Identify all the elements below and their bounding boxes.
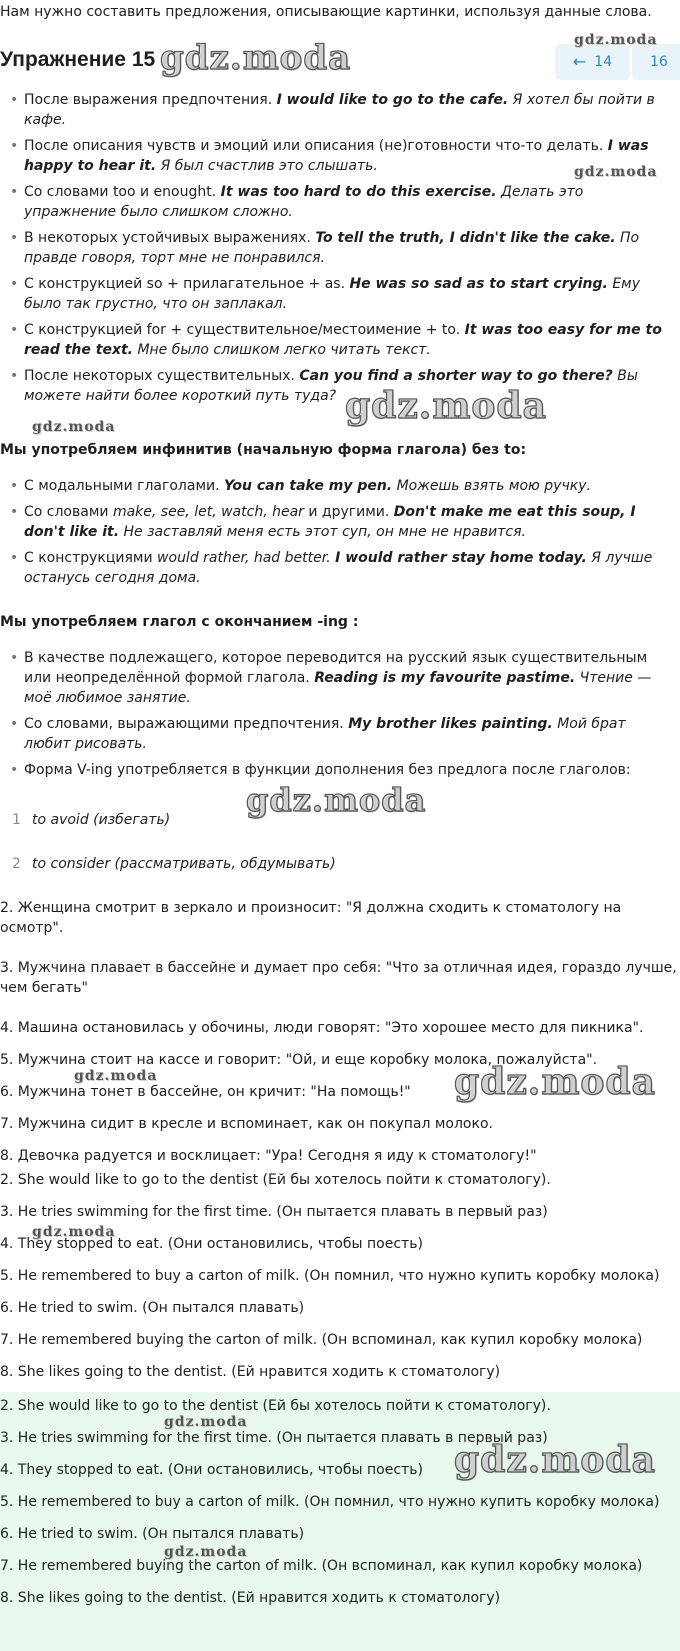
- page-title: Упражнение 15: [0, 48, 156, 71]
- next-exercise-label: 16: [650, 54, 668, 70]
- highlighted-answer-line: 3. He tries swimming for the first time. (Он пытается плавать в первый раз): [0, 1430, 548, 1446]
- answer-line: 6. He tried to swim. (Он пытался плавать): [0, 1300, 305, 1316]
- numbered-item: 2 to consider (рассматривать, обдумывать): [12, 856, 336, 872]
- watermark: gdz.moda: [32, 419, 116, 435]
- description-line: 8. Девочка радуется и восклицает: "Ура! Сегодня я иду к стоматологу!": [0, 1148, 537, 1164]
- watermark: gdz.moda: [246, 781, 427, 819]
- answer-line: 8. She likes going to the dentist. (Ей нравится ходить к стоматологу): [0, 1364, 501, 1380]
- list-item: • Со словами too и enought. It was too hard to do this exercise. Делать это упражнение было слишком сложно.: [0, 182, 676, 222]
- list-item: • В некоторых устойчивых выражениях. To tell the truth, I didn't like the cake. По правде говоря, торт мне не понравился.: [0, 228, 676, 268]
- description-line: 3. Мужчина плавает в бассейне и думает про себя: "Что за отличная идея, гораздо лучше, чем бегать": [0, 960, 677, 996]
- watermark: gdz.moda: [454, 1061, 656, 1103]
- answer-line: 7. He remembered buying the carton of milk. (Он вспоминал, как купил коробку молока): [0, 1332, 643, 1348]
- prev-exercise-label: 14: [594, 54, 613, 70]
- highlighted-answer-line: 8. She likes going to the dentist. (Ей нравится ходить к стоматологу): [0, 1590, 501, 1606]
- description-line: 4. Машина остановилась у обочины, люди говорят: "Это хорошее место для пикника".: [0, 1020, 644, 1036]
- list-item: • После некоторых существительных. Can you find a shorter way to go there? Вы можете найти более короткий путь туда?: [0, 366, 676, 406]
- section-heading-ing-form: Мы употребляем глагол с окончанием -ing :: [0, 614, 359, 630]
- description-line: 7. Мужчина сидит в кресле и вспоминает, как он покупал молоко.: [0, 1116, 493, 1132]
- list-item: • С конструкцией so + прилагательное + as. He was so sad as to start crying. Ему было так грустно, что он заплакал.: [0, 274, 676, 314]
- highlighted-answer-line: 5. He remembered to buy a carton of milk. (Он помнил, что нужно купить коробку молока): [0, 1494, 660, 1510]
- watermark: gdz.moda: [574, 32, 658, 48]
- description-line: 6. Мужчина тонет в бассейне, он кричит: "На помощь!": [0, 1084, 411, 1100]
- list-item: • С модальными глаголами. You can take my pen. Можешь взять мою ручку.: [0, 476, 676, 496]
- list-item: • После выражения предпочтения. I would like to go to the cafe. Я хотел бы пойти в кафе.: [0, 90, 676, 130]
- intro-text: Нам нужно составить предложения, описывающие картинки, используя данные слова.: [0, 4, 652, 20]
- watermark: gdz.moda: [32, 1224, 116, 1240]
- highlighted-answer-line: 2. She would like to go to the dentist (Ей бы хотелось пойти к стоматологу).: [0, 1398, 551, 1414]
- list-item: • Со словами, выражающими предпочтения. My brother likes painting. Мой брат любит рисовать.: [0, 714, 676, 754]
- arrow-left-icon: ←: [572, 52, 587, 71]
- highlighted-answer-line: 6. He tried to swim. (Он пытался плавать): [0, 1526, 305, 1542]
- description-line: 5. Мужчина стоит на кассе и говорит: "Ой, и еще коробку молока, пожалуйста".: [0, 1052, 598, 1068]
- highlighted-answer-line: 4. They stopped to eat. (Они остановились, чтобы поесть): [0, 1462, 423, 1478]
- watermark: gdz.moda: [164, 1414, 248, 1430]
- highlighted-answer-line: 7. He remembered buying the carton of milk. (Он вспоминал, как купил коробку молока): [0, 1558, 643, 1574]
- section-heading-bare-infinitive: Мы употребляем инфинитив (начальную форма глагола) без to:: [0, 442, 527, 458]
- list-item: • После описания чувств и эмоций или описания (не)готовности что-то делать. I was happy to hear it. Я был счастлив это слышать.: [0, 136, 676, 176]
- list-item: • С конструкцией for + существительное/местоимение + to. It was too easy for me to read the text. Мне было слишком легко читать текст.: [0, 320, 676, 360]
- answer-line: 3. He tries swimming for the first time. (Он пытается плавать в первый раз): [0, 1204, 548, 1220]
- list-item: • В качестве подлежащего, которое переводится на русский язык существительным или неопределённой формой глагола. Reading is my favourite pastime. Чтение — моё любимое занятие.: [0, 648, 676, 708]
- watermark: gdz.moda: [574, 164, 658, 180]
- watermark: gdz.moda: [454, 1439, 656, 1481]
- answer-line: 5. He remembered to buy a carton of milk. (Он помнил, что нужно купить коробку молока): [0, 1268, 660, 1284]
- list-item: • Со словами make, see, let, watch, hear и другими. Don't make me eat this soup, I don't like it. Не заставляй меня есть этот суп, он мне не нравится.: [0, 502, 676, 542]
- watermark: gdz.moda: [164, 1544, 248, 1560]
- list-item: • С конструкциями would rather, had better. I would rather stay home today. Я лучше останусь сегодня дома.: [0, 548, 676, 588]
- watermark: gdz.moda: [74, 1068, 158, 1084]
- answer-line: 2. She would like to go to the dentist (Ей бы хотелось пойти к стоматологу).: [0, 1172, 551, 1188]
- answer-line: 4. They stopped to eat. (Они остановились, чтобы поесть): [0, 1236, 423, 1252]
- bullet-list-infinitive-with-to: [0, 90, 676, 412]
- watermark: gdz.moda: [160, 38, 352, 78]
- list-item: • Форма V-ing употребляется в функции дополнения без предлога после глаголов:: [0, 760, 676, 780]
- bullet-list-ing-form: [0, 648, 676, 786]
- bullet-list-bare-infinitive: [0, 476, 676, 594]
- watermark: gdz.moda: [345, 385, 547, 427]
- numbered-item: 1 to avoid (избегать): [12, 812, 171, 828]
- description-line: 2. Женщина смотрит в зеркало и произносит: "Я должна сходить к стоматологу на осмотр".: [0, 900, 622, 936]
